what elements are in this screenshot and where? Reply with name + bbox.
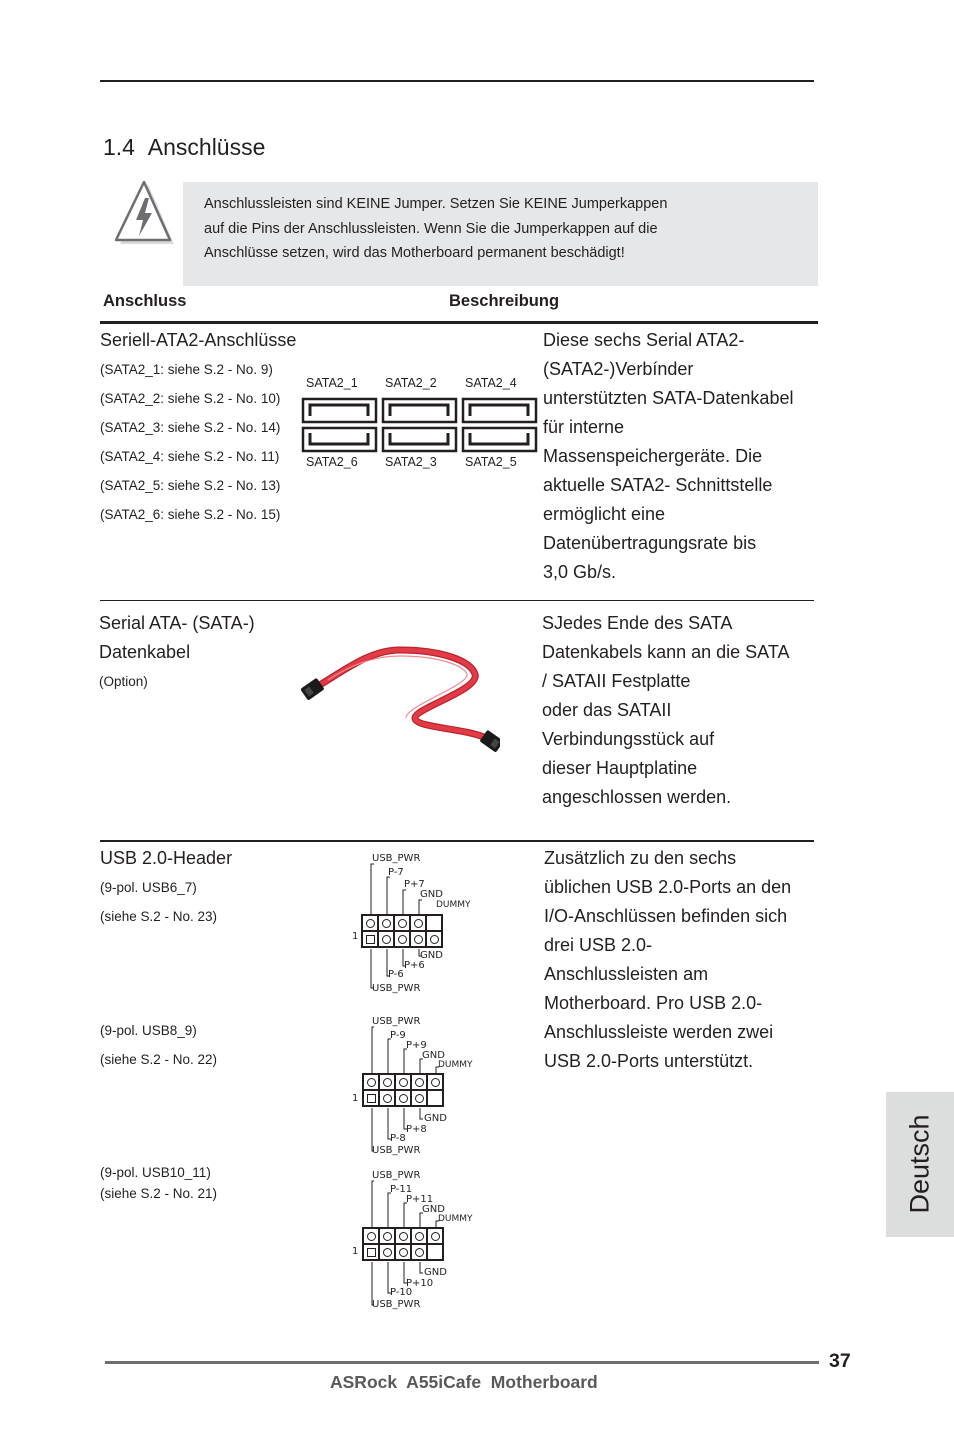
usb-ref: (siehe S.2 - No. 23) <box>100 909 218 924</box>
pin-label: USB_PWR <box>372 1016 421 1027</box>
pin-label: P-7 <box>388 867 404 878</box>
warning-icon-area <box>112 180 176 250</box>
cable-connector-cell <box>99 609 255 696</box>
side-tab <box>886 1092 954 1237</box>
description-line: Massenspeichergeräte. Die <box>543 446 763 466</box>
page-number: 37 <box>829 1350 851 1372</box>
sata-port-label: SATA2_6 <box>306 455 358 469</box>
warning-line: Anschlussleisten sind KEINE Jumper. Setzen Sie KEINE Jumperkappen <box>204 196 668 212</box>
pin-label: P+8 <box>406 1124 427 1135</box>
description-line: üblichen USB 2.0-Ports an den <box>544 877 792 897</box>
pin-label: P+10 <box>406 1278 434 1289</box>
sata-ports-diagram <box>300 370 540 480</box>
sata-ref: (SATA2_4: siehe S.2 - No. 11) <box>100 449 280 464</box>
sata-ref: (SATA2_5: siehe S.2 - No. 13) <box>100 478 281 493</box>
usb-header-diagram-3 <box>350 1167 490 1317</box>
pin-label: P-11 <box>390 1184 413 1195</box>
pin-label: USB_PWR <box>372 1299 421 1310</box>
usb-connector-cell <box>100 1016 217 1074</box>
usb-header-diagram-2 <box>350 1013 490 1163</box>
description-line: I/O-Anschlüssen befinden sich <box>544 906 788 926</box>
description-line: Zusätzlich zu den sechs <box>544 848 737 868</box>
pin-label: DUMMY <box>436 900 471 910</box>
pin-label: P+11 <box>406 1194 434 1205</box>
description-line: Verbindungsstück auf <box>542 729 715 749</box>
usb-title: USB 2.0-Header <box>100 848 233 868</box>
description-line: unterstützten SATA-Datenkabel <box>543 388 794 408</box>
header-description: Beschreibung <box>449 292 560 310</box>
sata-ref: (SATA2_2: siehe S.2 - No. 10) <box>100 391 281 406</box>
pin-label: DUMMY <box>438 1060 473 1070</box>
sata-port-label: SATA2_4 <box>465 376 517 390</box>
footer-product: ASRock A55iCafe Motherboard <box>330 1372 598 1392</box>
pin-label: P-8 <box>390 1133 406 1144</box>
usb-header-diagram-1 <box>350 850 490 1000</box>
description-line: Anschlussleiste werden zwei <box>544 1022 774 1042</box>
pin-label: P-9 <box>390 1030 406 1041</box>
sata-description <box>543 326 793 587</box>
usb-connector-cell <box>100 1162 217 1204</box>
sata-ports-graphic <box>300 396 540 454</box>
sata-ref: (SATA2_1: siehe S.2 - No. 9) <box>100 362 273 377</box>
sata-cable-image <box>300 640 500 755</box>
cable-title: Datenkabel <box>99 642 191 662</box>
warning-line: auf die Pins der Anschlussleisten. Wenn Sie die Jumperkappen auf die <box>204 220 658 237</box>
sata-port-label: SATA2_2 <box>385 376 437 390</box>
cable-title: Serial ATA- (SATA-) <box>99 613 255 633</box>
sata-port-icon <box>383 399 456 422</box>
usb-pol: (9-pol. USB6_7) <box>100 880 197 895</box>
description-line: 3,0 Gb/s. <box>543 562 617 582</box>
section-number: 1.4 <box>103 134 135 160</box>
description-line: angeschlossen werden. <box>542 787 732 807</box>
top-rule <box>100 80 814 82</box>
description-line: drei USB 2.0- <box>544 935 653 955</box>
pin-label: USB_PWR <box>372 1170 421 1181</box>
sata-port-icon <box>303 428 376 451</box>
sata-port-label: SATA2_1 <box>306 376 358 390</box>
pin-label: GND <box>420 889 443 900</box>
description-line: / SATAII Festplatte <box>542 671 691 691</box>
pin-label: USB_PWR <box>372 1145 421 1156</box>
pin-label: P+9 <box>406 1040 427 1051</box>
usb-pol: (9-pol. USB10_11) <box>100 1165 211 1180</box>
description-line: oder das SATAII <box>542 700 672 720</box>
row-divider <box>100 600 814 601</box>
sata-port-icon <box>463 399 536 422</box>
sata-port-icon <box>303 399 376 422</box>
usb-leader-lines <box>350 1013 490 1163</box>
description-line: Anschlussleisten am <box>544 964 709 984</box>
header-connector: Anschluss <box>103 292 187 310</box>
usb-description <box>544 844 791 1076</box>
usb-pol: (9-pol. USB8_9) <box>100 1023 197 1038</box>
sata-port-icon <box>383 428 456 451</box>
section-title: Anschlüsse <box>147 134 266 160</box>
header-rule <box>100 321 818 324</box>
sata-connector-cell <box>100 326 296 529</box>
pin-label: USB_PWR <box>372 983 421 994</box>
warning-text <box>204 192 667 266</box>
pin-label: P+7 <box>404 879 425 890</box>
pin-label: 1 <box>352 1093 359 1104</box>
usb-connector-cell <box>100 844 232 931</box>
description-line: Datenkabels kann an die SATA <box>542 642 790 662</box>
description-line: Motherboard. Pro USB 2.0- <box>544 993 763 1013</box>
pin-label: P-10 <box>390 1287 413 1298</box>
description-line: Diese sechs Serial ATA2- <box>543 330 745 350</box>
pin-label: 1 <box>352 1246 359 1257</box>
pin-label: GND <box>422 1050 445 1061</box>
usb-leader-lines <box>350 1167 490 1317</box>
sata-port-label: SATA2_5 <box>465 455 517 469</box>
pin-label: GND <box>422 1204 445 1215</box>
footer-rule <box>105 1361 819 1364</box>
sata-port-label: SATA2_3 <box>385 455 437 469</box>
pin-label: USB_PWR <box>372 853 421 864</box>
pin-label: P+6 <box>404 960 425 971</box>
pin-label: 1 <box>352 931 359 942</box>
warning-line: Anschlüsse setzen, wird das Motherboard permanent beschädigt! <box>204 245 625 261</box>
sata-ref: (SATA2_6: siehe S.2 - No. 15) <box>100 507 281 522</box>
sata-title: Seriell-ATA2-Anschlüsse <box>100 330 297 350</box>
usb-ref: (siehe S.2 - No. 21) <box>100 1186 218 1201</box>
cable-description <box>542 609 789 812</box>
cable-note: (Option) <box>99 674 148 689</box>
warning-box <box>183 182 818 286</box>
pin-label: GND <box>420 950 443 961</box>
warning-lightning-triangle-icon <box>112 180 176 250</box>
pin-label: DUMMY <box>438 1214 473 1224</box>
pin-label: GND <box>424 1113 447 1124</box>
pin-label: P-6 <box>388 969 404 980</box>
description-line: (SATA2-)Verbínder <box>543 359 694 379</box>
description-line: USB 2.0-Ports unterstützt. <box>544 1051 754 1071</box>
usb-leader-lines <box>350 850 490 1000</box>
description-line: aktuelle SATA2- Schnittstelle <box>543 475 773 495</box>
sata-port-icon <box>463 428 536 451</box>
sata-ref: (SATA2_3: siehe S.2 - No. 14) <box>100 420 281 435</box>
row-divider <box>100 840 814 842</box>
section-heading <box>103 132 265 162</box>
description-line: ermöglicht eine <box>543 504 666 524</box>
usb-ref: (siehe S.2 - No. 22) <box>100 1052 218 1067</box>
side-tab-label: Deutsch <box>904 1114 935 1214</box>
description-line: für interne <box>543 417 625 437</box>
description-line: Datenübertragungsrate bis <box>543 533 757 553</box>
description-line: dieser Hauptplatine <box>542 758 698 778</box>
pin-label: GND <box>424 1267 447 1278</box>
description-line: SJedes Ende des SATA <box>542 613 733 633</box>
